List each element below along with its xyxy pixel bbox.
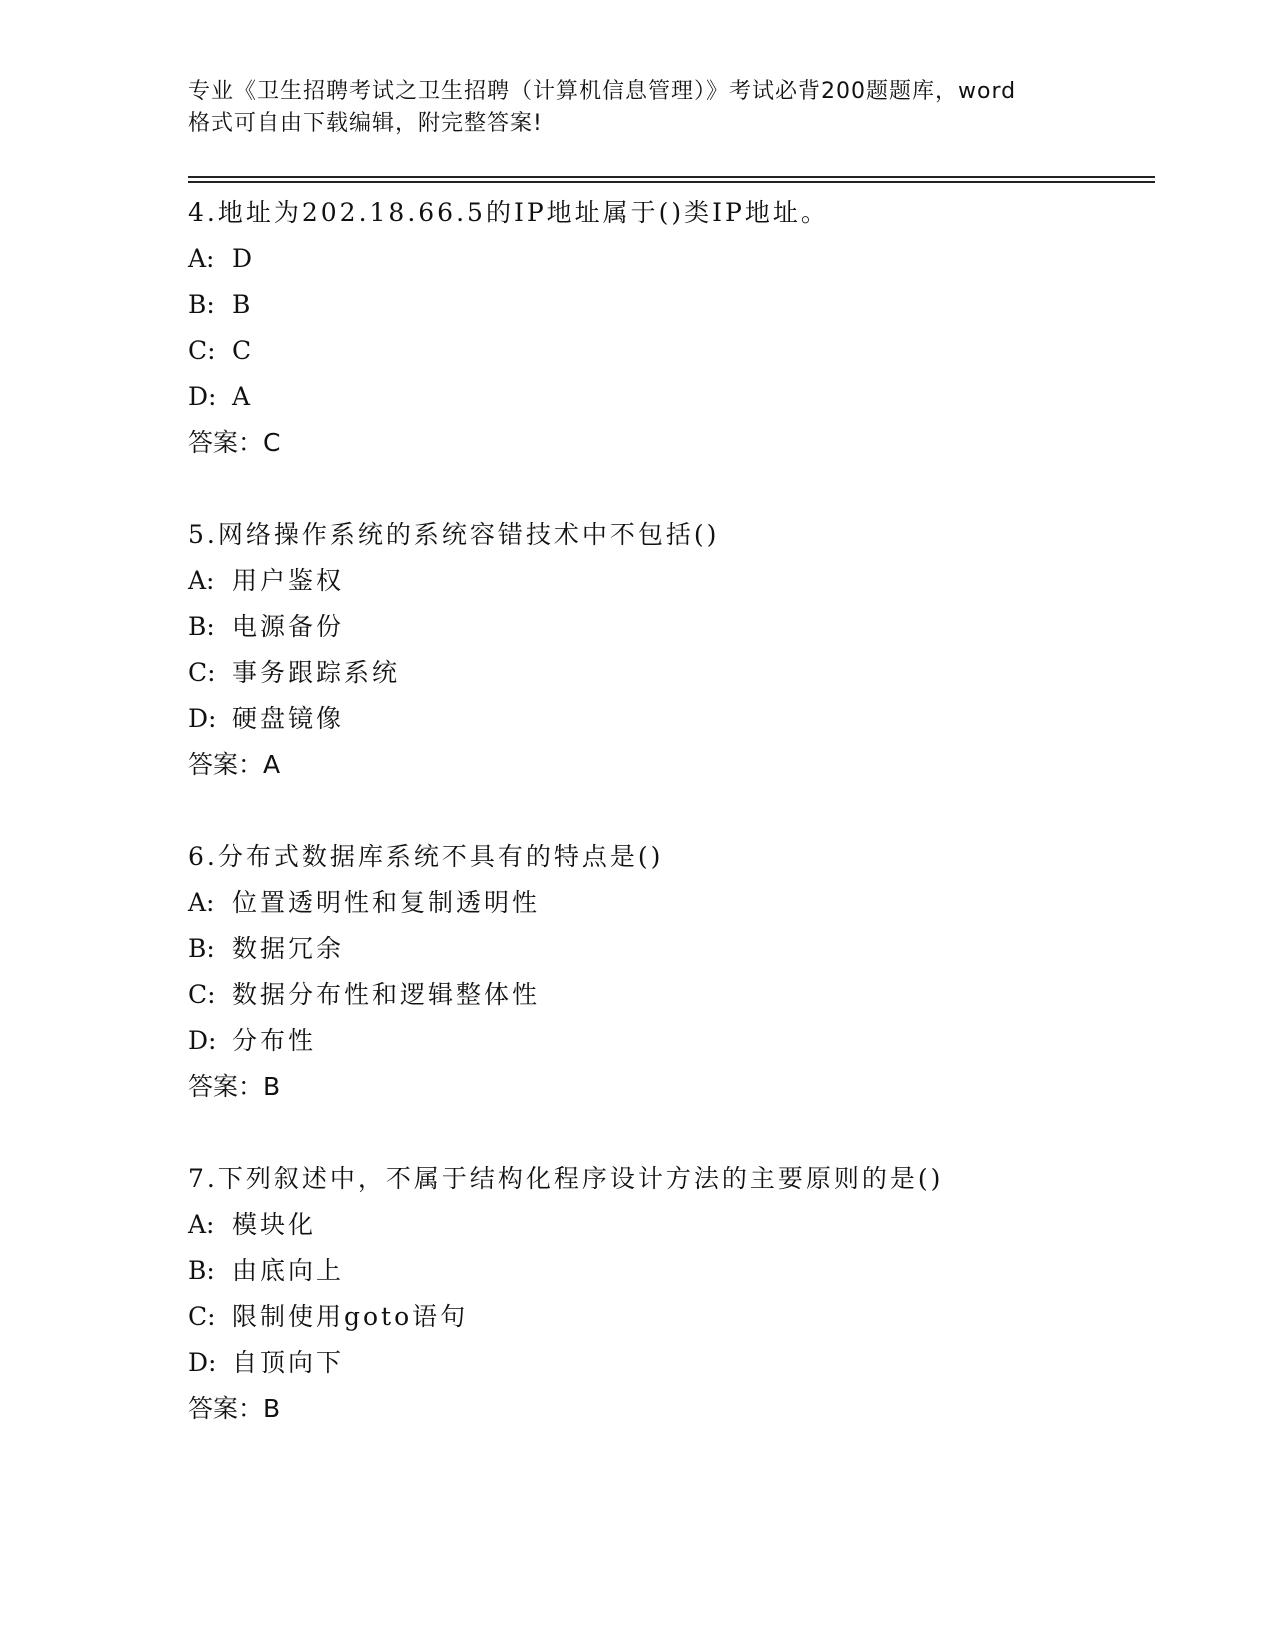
option-text: 限制使用goto语句 [232,1302,469,1331]
option-c [188,1294,1148,1340]
option-text: B [232,290,254,319]
option-letter: C: [188,658,216,687]
option-letter: D: [188,704,217,733]
option-a [188,236,1148,282]
option-c [188,972,1148,1018]
header-divider-top [188,176,1155,178]
question-list [188,190,1148,1478]
option-text: 用户鉴权 [232,566,345,595]
option-text: 事务跟踪系统 [232,658,401,687]
option-text: A [232,382,254,411]
option-d [188,374,1148,420]
answer-line: 答案：B [188,1394,281,1423]
option-text: 由底向上 [232,1256,345,1285]
option-letter: D: [188,382,217,411]
option-text: 分布性 [232,1026,317,1055]
option-b [188,282,1148,328]
option-text: 数据分布性和逻辑整体性 [232,980,541,1009]
option-letter: A: [188,566,215,595]
question-item [188,1156,1148,1432]
option-a [188,880,1148,926]
header-line-1: 专业《卫生招聘考试之卫生招聘（计算机信息管理）》考试必背200题题库，word [188,79,1017,104]
option-letter: C: [188,336,216,365]
question-text: 4.地址为202.18.66.5的IP地址属于()类IP地址。 [188,198,829,227]
option-c [188,328,1148,374]
document-header [188,76,1108,140]
option-letter: A: [188,1210,215,1239]
option-c [188,650,1148,696]
option-text: 位置透明性和复制透明性 [232,888,541,917]
option-letter: A: [188,244,215,273]
question-text: 7.下列叙述中，不属于结构化程序设计方法的主要原则的是() [188,1164,944,1193]
option-letter: B: [188,1256,215,1285]
question-item [188,512,1148,788]
option-d [188,1018,1148,1064]
option-letter: C: [188,980,216,1009]
answer-line: 答案：B [188,1072,281,1101]
question-item [188,190,1148,466]
question-text: 5.网络操作系统的系统容错技术中不包括() [188,520,720,549]
question-item [188,834,1148,1110]
option-d [188,1340,1148,1386]
option-letter: B: [188,934,215,963]
option-b [188,1248,1148,1294]
option-text: D [232,244,256,273]
option-b [188,604,1148,650]
option-text: 硬盘镜像 [232,704,345,733]
option-text: 电源备份 [232,612,345,641]
option-letter: A: [188,888,215,917]
answer-line: 答案：A [188,750,281,779]
option-letter: D: [188,1348,217,1377]
option-d [188,696,1148,742]
option-letter: C: [188,1302,216,1331]
header-line-2: 格式可自由下载编辑，附完整答案! [188,111,543,136]
option-text: 数据冗余 [232,934,345,963]
option-b [188,926,1148,972]
answer-line: 答案：C [188,428,281,457]
option-a [188,558,1148,604]
option-a [188,1202,1148,1248]
option-text: 模块化 [232,1210,317,1239]
header-divider-bottom [188,181,1155,183]
question-text: 6.分布式数据库系统不具有的特点是() [188,842,664,871]
option-letter: D: [188,1026,217,1055]
option-letter: B: [188,290,215,319]
option-text: 自顶向下 [232,1348,345,1377]
option-letter: B: [188,612,215,641]
option-text: C [232,336,255,365]
